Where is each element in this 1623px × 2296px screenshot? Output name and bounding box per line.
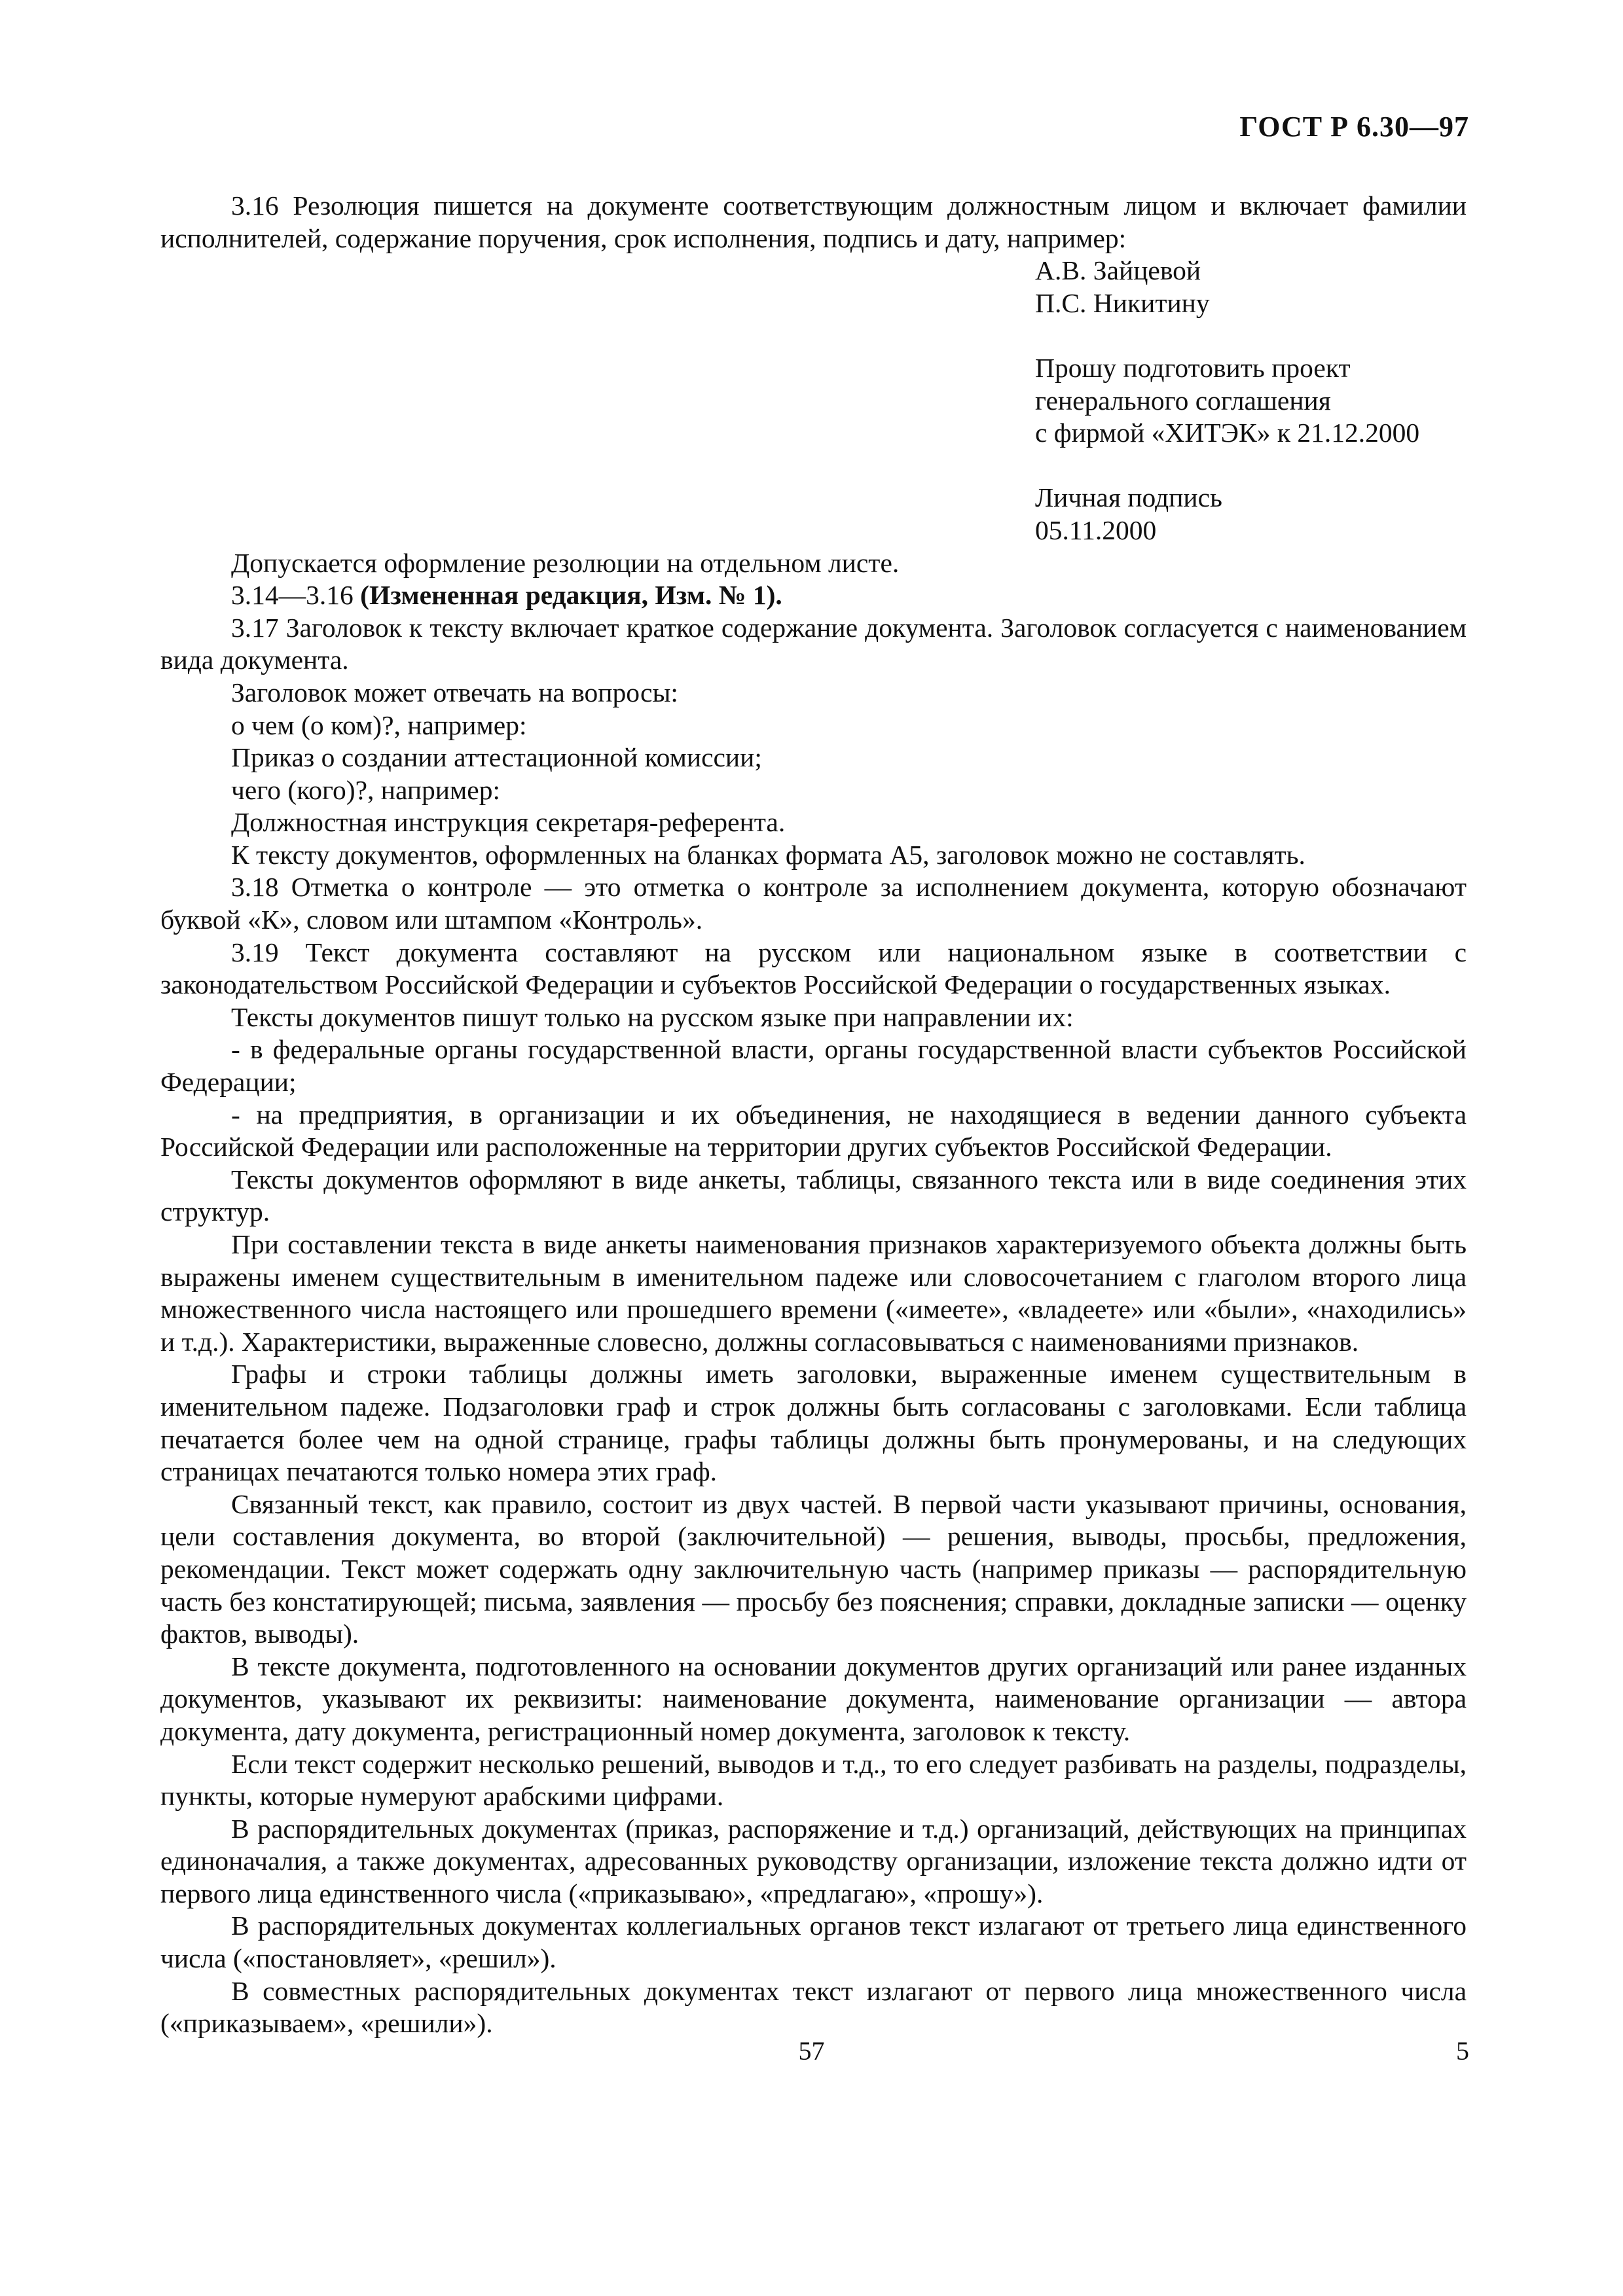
paragraph: Приказ о создании аттестационной комиссии; [231, 742, 762, 773]
paragraph: При составлении текста в виде анкеты наименования признаков характеризуемого объекта должны быть выражены именем существительным в именительном падеже или словосочетанием с глаголом второго лица множественного числа настоящего или прошедшего времени («имеете», «владеете» или «были», «находились» и т.д.). Характеристики, выраженные словесно, должны согласовываться с наименованиями признаков. [160, 1229, 1467, 1357]
list-item: - в федеральные органы государственной власти, органы государственной власти субъектов Российской Федерации; [160, 1034, 1467, 1098]
resolution-instruction-line: Прошу подготовить проект [1035, 352, 1351, 383]
resolution-signature: Личная подпись [1035, 482, 1222, 513]
paragraph-3-16: 3.16 Резолюция пишется на документе соответствующим должностным лицом и включает фамилии исполнителей, содержание поручения, срок исполнения, подпись и дату, например: [160, 190, 1467, 253]
paragraph: о чем (о ком)?, например: [231, 709, 527, 740]
resolution-instruction-line: генерального соглашения [1035, 385, 1331, 416]
resolution-example [1035, 255, 1454, 547]
paragraph: Если текст содержит несколько решений, выводов и т.д., то его следует разбивать на разделы, подразделы, пункты, которые нумеруют арабскими цифрами. [160, 1748, 1467, 1812]
paragraph: В распорядительных документах коллегиальных органов текст излагают от третьего лица единственного числа («постановляет», «решил»). [160, 1910, 1467, 1974]
paragraph: К тексту документов, оформленных на бланках формата А5, заголовок можно не составлять. [231, 839, 1305, 870]
paragraph-3-18: 3.18 Отметка о контроле — это отметка о контроле за исполнением документа, которую обозначают буквой «К», словом или штампом «Контроль». [160, 872, 1467, 935]
paragraph: В тексте документа, подготовленного на основании документов других организаций или ранее изданных документов, указывают их реквизиты: наименование документа, наименование организации — автора документа, дату документа, регистрационный номер документа, заголовок к тексту. [160, 1651, 1467, 1746]
spacer [1035, 450, 1454, 482]
paragraph: В совместных распорядительных документах текст излагают от первого лица множественного числа («приказываем», «решили»). [160, 1975, 1467, 2039]
paragraph: Графы и строки таблицы должны иметь заголовки, выраженные именем существительным в именительном падеже. Подзаголовки граф и строк должны быть согласованы с заголовками. Если таблица печатается более чем на одной странице, графы таблицы должны быть пронумерованы, и на следующих страницах печатаются только номера этих граф. [160, 1359, 1467, 1487]
resolution-instruction-line: с фирмой «ХИТЭК» к 21.12.2000 [1035, 418, 1420, 448]
list-item: - на предприятия, в организации и их объединения, не находящиеся в ведении данного субъекта Российской Федерации или расположенные на территории других субъектов Российской Федерации. [160, 1099, 1467, 1162]
resolution-date: 05.11.2000 [1035, 514, 1157, 545]
paragraph: Заголовок может отвечать на вопросы: [231, 677, 678, 708]
page-number-center: 57 [798, 2036, 825, 2066]
document-code-header: ГОСТ Р 6.30—97 [1239, 111, 1469, 143]
amendment-label: (Измененная редакция, Изм. № 1). [360, 580, 782, 611]
paragraph-3-16-note: Допускается оформление резолюции на отдельном листе. [231, 547, 900, 578]
paragraph: В распорядительных документах (приказ, распоряжение и т.д.) организаций, действующих на принципах единоначалия, а также документах, адресованных руководству организации, изложение текста должно идти от первого лица единственного числа («приказываю», «предлагаю», «прошу»). [160, 1813, 1467, 1909]
paragraph: Тексты документов пишут только на русском языке при направлении их: [231, 1001, 1074, 1032]
amendment-note [160, 579, 1467, 612]
amendment-range: 3.14—3.16 [231, 580, 361, 611]
paragraph: чего (кого)?, например: [231, 774, 500, 805]
paragraph: Должностная инструкция секретаря-референта. [231, 807, 786, 838]
resolution-addressee: А.В. Зайцевой [1035, 255, 1201, 286]
paragraph-3-19: 3.19 Текст документа составляют на русском или национальном языке в соответствии с законодательством Российской Федерации и субъектов Российской Федерации о государственных языках. [160, 937, 1467, 1000]
paragraph-3-17: 3.17 Заголовок к тексту включает краткое содержание документа. Заголовок согласуется с наименованием вида документа. [160, 612, 1467, 675]
paragraph: Тексты документов оформляют в виде анкеты, таблицы, связанного текста или в виде соединения этих структур. [160, 1164, 1467, 1227]
resolution-addressee: П.С. Никитину [1035, 287, 1210, 318]
spacer [1035, 319, 1454, 352]
paragraph: Связанный текст, как правило, состоит из двух частей. В первой части указывают причины, основания, цели составления документа, во второй (заключительной) — решения, выводы, просьбы, предложения, рекомендации. Текст может содержать одну заключительную часть (например приказы — распорядительную часть без констатирующей; письма, заявления — просьбу без пояснения; справки, докладные записки — оценку фактов, выводы). [160, 1488, 1467, 1649]
document-body [160, 190, 1467, 2040]
page-number-right: 5 [1456, 2036, 1469, 2066]
